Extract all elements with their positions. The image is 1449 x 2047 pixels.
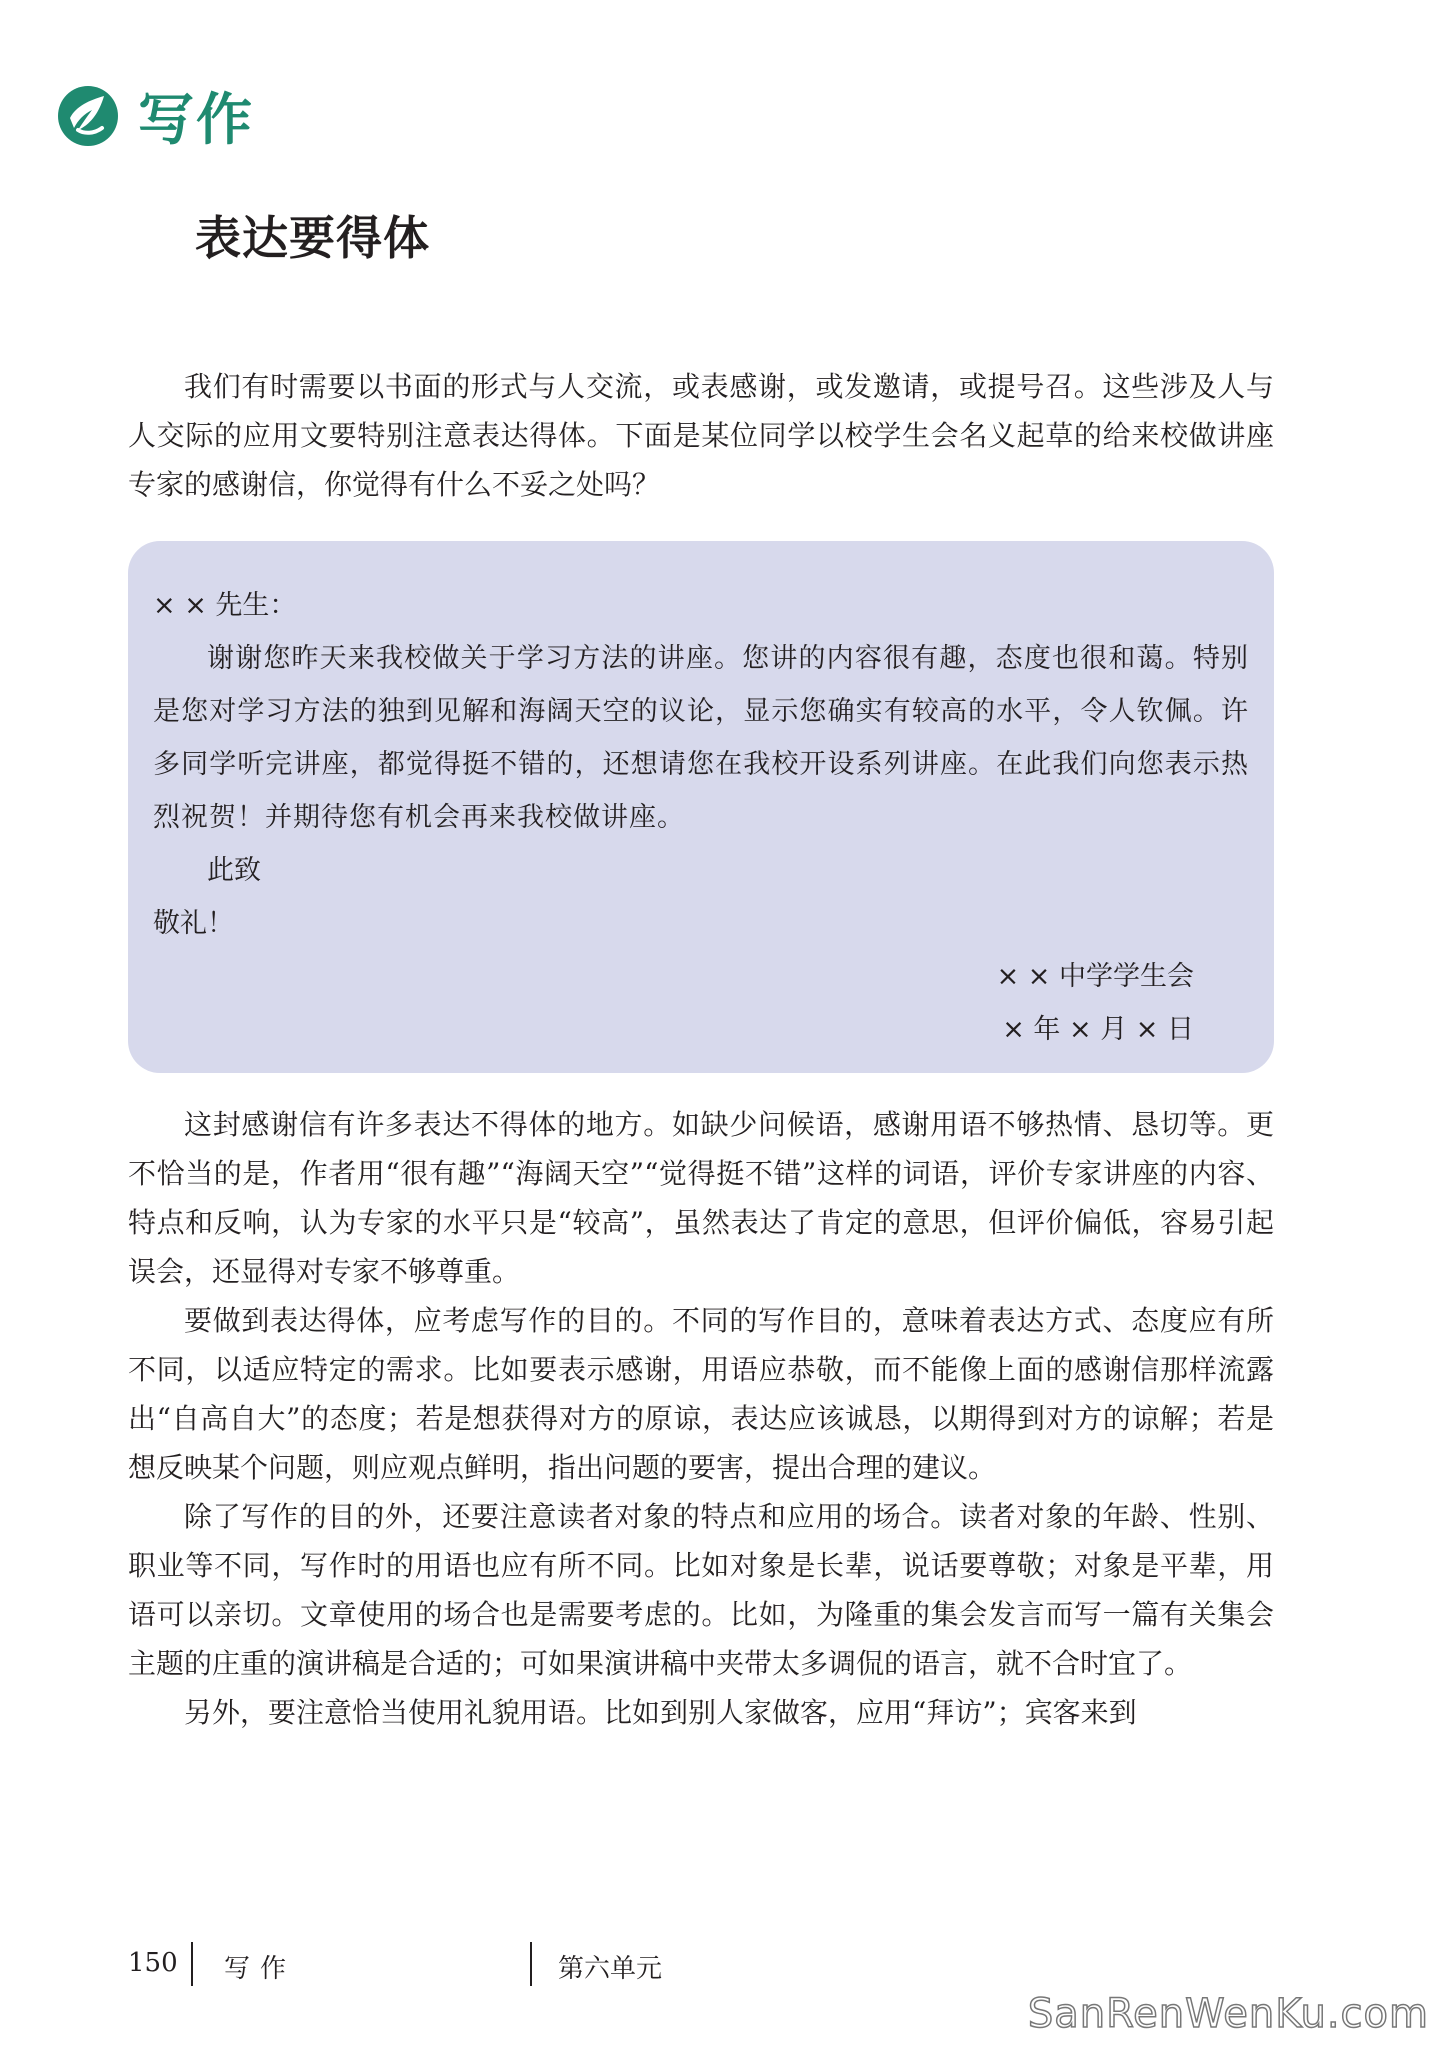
paragraph-2: 要做到表达得体，应考虑写作的目的。不同的写作目的，意味着表达方式、态度应有所不同，以适应特定的需求。比如要表示感谢，用语应恭敬，而不能像上面的感谢信那样流露出“自高自大”的态度；若是想获得对方的原谅，表达应该诚恳，以期得到对方的谅解；若是想反映某个问题，则应观点鲜明，指出问题的要害，提出合理的建议。 [128, 1304, 1274, 1484]
discussion [128, 1100, 1274, 1737]
letter-salutation: × × 先生： [153, 590, 297, 621]
letter-closing-1: 此致 [207, 855, 261, 886]
paragraph-4: 另外，要注意恰当使用礼貌用语。比如到别人家做客，应用“拜访”；宾客来到 [184, 1696, 1137, 1729]
paragraph-1: 这封感谢信有许多表达不得体的地方。如缺少问候语，感谢用语不够热情、恳切等。更不恰当的是，作者用“很有趣”“海阔天空”“觉得挺不错”这样的词语，评价专家讲座的内容、特点和反响，认为专家的水平只是“较高”，虽然表达了肯定的意思，但评价偏低，容易引起误会，还显得对专家不够尊重。 [128, 1108, 1274, 1288]
watermark: SanRenWenKu.com [1027, 1991, 1429, 2037]
footer-section: 写作 [224, 1954, 297, 1984]
section-label: 写作 [138, 88, 254, 153]
letter-signature: × × 中学学生会 [996, 961, 1194, 992]
page-title: 表达要得体 [195, 211, 430, 265]
letter-closing-2: 敬礼！ [153, 908, 234, 939]
footer-unit: 第六单元 [558, 1954, 663, 1984]
footer-divider [191, 1942, 193, 1986]
page-footer [128, 1940, 1328, 1990]
section-header [56, 80, 254, 152]
letter-box [128, 541, 1274, 1073]
intro-paragraph [128, 362, 1274, 509]
page-number: 150 [128, 1948, 178, 1978]
letter-body: 谢谢您昨天来我校做关于学习方法的讲座。您讲的内容很有趣，态度也很和蔼。特别是您对学习方法的独到见解和海阔天空的议论，显示您确实有较高的水平，令人钦佩。许多同学听完讲座，都觉得挺不错的，还想请您在我校开设系列讲座。在此我们向您表示热烈祝贺！并期待您有机会再来我校做讲座。 [153, 643, 1249, 833]
pen-leaf-icon [56, 84, 120, 148]
letter-date: × 年 × 月 × 日 [1002, 1014, 1194, 1045]
footer-divider [530, 1942, 532, 1986]
intro-text: 我们有时需要以书面的形式与人交流，或表感谢，或发邀请，或提号召。这些涉及人与人交际的应用文要特别注意表达得体。下面是某位同学以校学生会名义起草的给来校做讲座专家的感谢信，你觉得有什么不妥之处吗？ [128, 370, 1274, 501]
paragraph-3: 除了写作的目的外，还要注意读者对象的特点和应用的场合。读者对象的年龄、性别、职业等不同，写作时的用语也应有所不同。比如对象是长辈，说话要尊敬；对象是平辈，用语可以亲切。文章使用的场合也是需要考虑的。比如，为隆重的集会发言而写一篇有关集会主题的庄重的演讲稿是合适的；可如果演讲稿中夹带太多调侃的语言，就不合时宜了。 [128, 1500, 1274, 1680]
